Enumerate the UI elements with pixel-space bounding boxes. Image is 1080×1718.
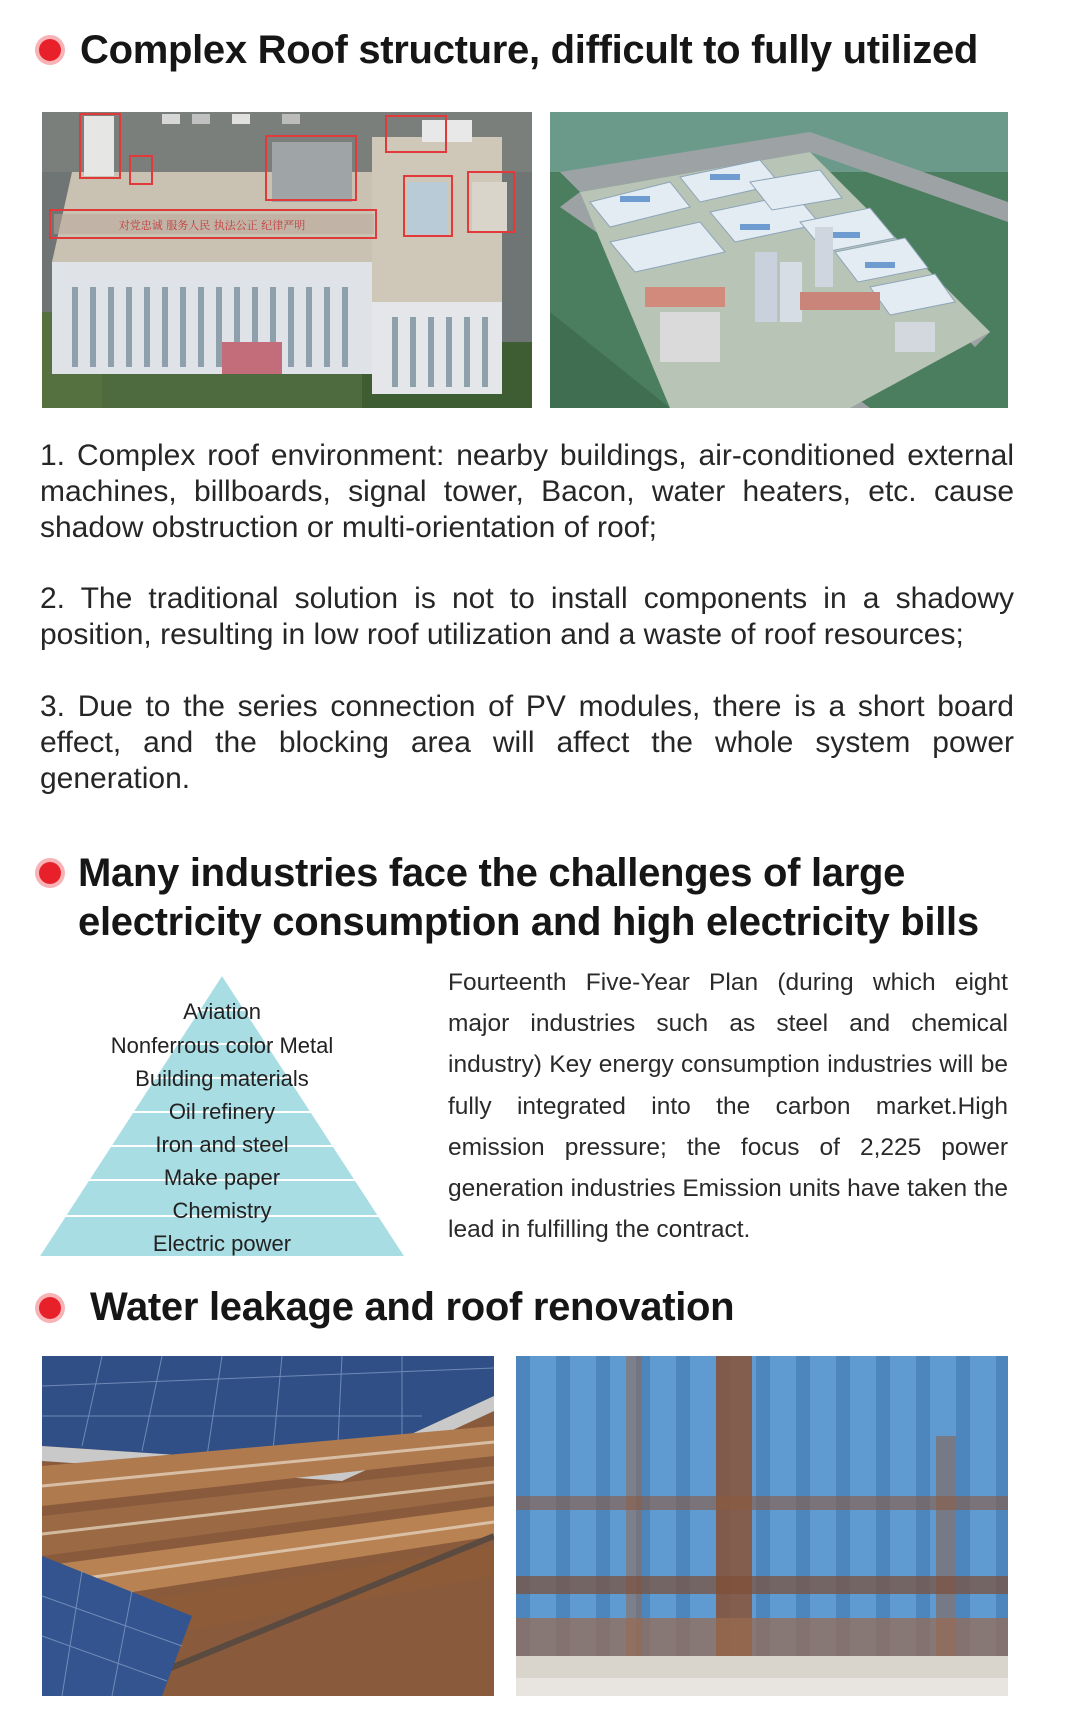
- roof-paragraph-2: 2. The traditional solution is not to install components in a shadowy position, resulting in low roof utilization and a waste of roof resources;: [40, 582, 1014, 651]
- pyramid-level-aviation: Aviation: [183, 999, 261, 1024]
- industrial-park-photo: [550, 112, 1008, 408]
- rusted-roof-solar-photo: [42, 1356, 494, 1696]
- pyramid-level-make-paper: Make paper: [163, 1165, 281, 1190]
- roof-building-photo: [42, 112, 532, 408]
- pyramid-level-electric-power: Electric power: [152, 1231, 292, 1256]
- section3-bullet-icon: [39, 1297, 61, 1319]
- pyramid-level-building-materials: Building materials: [135, 1066, 309, 1091]
- corrugated-blue-roof-photo: [516, 1356, 1008, 1696]
- carbon-market-description: Fourteenth Five-Year Plan (during which eight major industries such as steel and chemical industry) Key energy consumption industries will be fully integrated into the carbon market.High emission pressure; the focus of 2,225 power generation industries Emission units have taken the lead in fulfilling the contract.: [448, 969, 1008, 1244]
- roof-paragraph-3: 3. Due to the series connection of PV modules, there is a short board effect, and the blocking area will affect the whole system power generation.: [40, 690, 1014, 795]
- section2-heading-line1: Many industries face the challenges of large: [78, 851, 906, 895]
- roof-sign-text: 对党忠诚 服务人民 执法公正 纪律严明: [118, 219, 306, 232]
- section2-bullet-icon: [39, 862, 61, 884]
- section1-bullet-icon: [39, 39, 61, 61]
- pyramid-level-iron-steel: Iron and steel: [155, 1132, 289, 1157]
- section3-heading: Water leakage and roof renovation: [90, 1285, 735, 1329]
- pyramid-level-chemistry: Chemistry: [172, 1198, 272, 1223]
- pyramid-level-oil-refinery: Oil refinery: [168, 1099, 276, 1124]
- roof-paragraph-1: 1. Complex roof environment: nearby buildings, air-conditioned external machines, billboards, signal tower, Bacon, water heaters, etc. cause shadow obstruction or multi-orientation of roof;: [40, 439, 1014, 544]
- section2-heading-line2: electricity consumption and high electricity bills: [78, 900, 979, 944]
- section1-heading: Complex Roof structure, difficult to fully utilized: [80, 28, 979, 72]
- pyramid-level-nonferrous: Nonferrous color Metal: [110, 1033, 334, 1058]
